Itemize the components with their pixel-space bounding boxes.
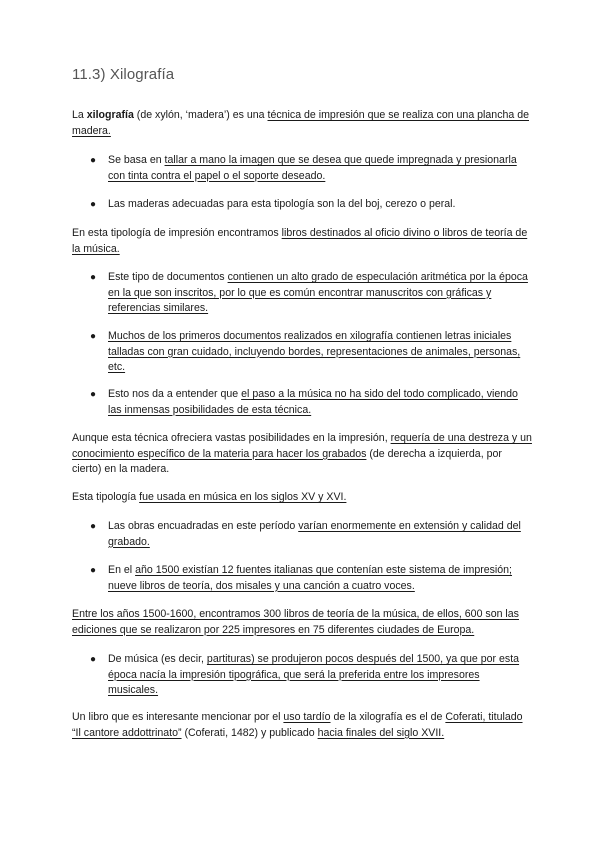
bullet-icon: ● <box>90 272 97 283</box>
bullet-icon: ● <box>90 331 97 342</box>
list-item: Esto nos da a entender que el paso a la música no ha sido del todo complicado, viendo las inmensas posibilidades de esta técnica. <box>108 388 518 416</box>
paragraph-books: En esta tipología de impresión encontramos libros destinados al oficio divino o libros de teoría de la música. <box>72 227 528 255</box>
paragraph-intro: La xilografía (de xylón, ‘madera’) es una técnica de impresión que se realiza con una plancha de madera. <box>72 109 529 137</box>
bullet-icon: ● <box>90 521 97 532</box>
paragraph-statistics: Entre los años 1500-1600, encontramos 300 libros de teoría de la música, de ellos, 600 son las ediciones que se realizaron por 225 impresores en 75 diferentes ciudades de Europa. <box>72 608 519 636</box>
list-item: Se basa en tallar a mano la imagen que se desea que quede impregnada y presionarla con tinta contra el papel o el soporte deseado. <box>108 154 517 182</box>
list-item: Las maderas adecuadas para esta tipología son la del boj, cerezo o peral. <box>108 198 456 210</box>
bullet-icon: ● <box>90 654 97 665</box>
paragraph-coferati: Un libro que es interesante mencionar por el uso tardío de la xilografía es el de Coferati, titulado “Il cantore addottrinato” (Coferati, 1482) y publicado hacia finales del siglo XVII. <box>72 711 523 739</box>
list-item: En el año 1500 existían 12 fuentes italianas que contenían este sistema de impresión; nueve libros de teoría, dos misales y una canción a cuatro voces. <box>108 564 513 592</box>
bullet-icon: ● <box>90 389 97 400</box>
list-item: Muchos de los primeros documentos realizados en xilografía contienen letras iniciales talladas con gran cuidado, incluyendo bordes, representaciones de animales, personas, etc. <box>108 330 521 373</box>
bullet-icon: ● <box>90 565 97 576</box>
bullet-icon: ● <box>90 155 97 166</box>
list-item: De música (es decir, partituras) se produjeron pocos después del 1500, ya que por esta época nacía la impresión tipográfica, que será la preferida entre los impresores musicales. <box>108 653 520 696</box>
section-heading: 11.3) Xilografía <box>72 66 175 83</box>
list-item: Este tipo de documentos contienen un alto grado de especulación aritmética por la época en la que son inscritos, por lo que es común encontrar manuscritos con gráficas y referencias similares. <box>108 271 528 314</box>
paragraph-technique: Aunque esta técnica ofreciera vastas posibilidades en la impresión, requería de una destreza y un conocimiento específico de la materia para hacer los grabados (de derecha a izquierda, por cierto) en la madera. <box>72 432 532 475</box>
bullet-icon: ● <box>90 199 97 210</box>
bold-term: xilografía <box>86 109 134 121</box>
list-item: Las obras encuadradas en este período varían enormemente en extensión y calidad del grabado. <box>108 520 521 548</box>
paragraph-usage: Esta tipología fue usada en música en los siglos XV y XVI. <box>72 491 347 503</box>
